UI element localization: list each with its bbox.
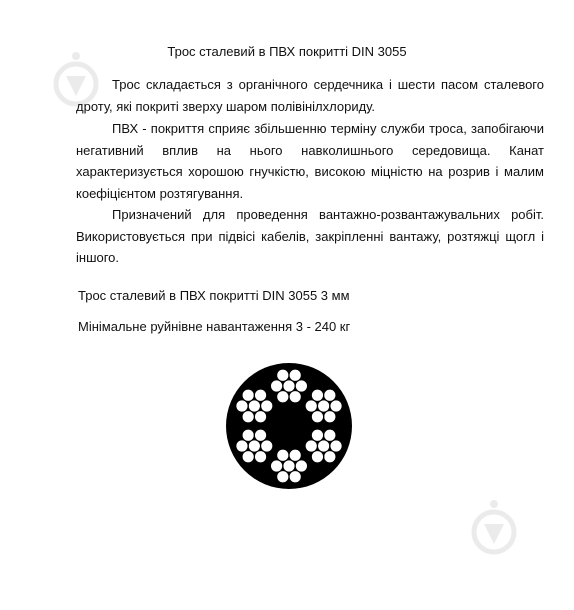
steel-wire xyxy=(289,471,301,483)
steel-wire xyxy=(289,449,301,461)
paragraph-construction xyxy=(76,74,544,117)
document-title: Трос сталевий в ПВХ покритті DIN 3055 xyxy=(167,44,407,59)
steel-wire xyxy=(311,429,323,441)
steel-wire xyxy=(289,391,301,403)
steel-wire xyxy=(254,451,266,463)
paragraph-pvc-coating xyxy=(76,118,544,204)
steel-wire xyxy=(277,369,289,381)
paragraph-purpose-text: Призначений для проведення вантажно-розвантажувальних робіт. Використовується при підвісі кабелів, закріпленні вантажу, розтяжці щогл і іншого. xyxy=(76,207,544,265)
steel-wire xyxy=(311,389,323,401)
steel-wire xyxy=(324,411,336,423)
paragraph-construction-text: Трос складається з органічного сердечника і шести пасом сталевого дроту, які покриті зверху шаром полівінілхлориду. xyxy=(76,77,544,114)
steel-wire xyxy=(254,411,266,423)
steel-wire xyxy=(254,429,266,441)
steel-wire xyxy=(242,429,254,441)
paragraph-pvc-coating-text: ПВХ - покриття сприяє збільшенню терміну служби троса, запобігаючи негативний вплив на нього навколишнього середовища. Канат характеризується хорошою гнучкістю, високою міцністю на розрив і малим коефіцієнтом розтягування. xyxy=(76,121,544,201)
steel-wire xyxy=(324,451,336,463)
cable-cross-section-icon xyxy=(225,362,353,490)
steel-wire xyxy=(289,369,301,381)
steel-wire xyxy=(324,429,336,441)
breaking-load-line: Мінімальне руйнівне навантаження 3 - 240 кг xyxy=(78,319,351,334)
paragraph-purpose xyxy=(76,204,544,269)
steel-wire xyxy=(324,389,336,401)
watermark-logo-icon xyxy=(470,498,518,560)
spec-line: Трос сталевий в ПВХ покритті DIN 3055 3 мм xyxy=(78,288,350,303)
steel-wire xyxy=(242,389,254,401)
steel-wire xyxy=(254,389,266,401)
steel-wire xyxy=(277,449,289,461)
